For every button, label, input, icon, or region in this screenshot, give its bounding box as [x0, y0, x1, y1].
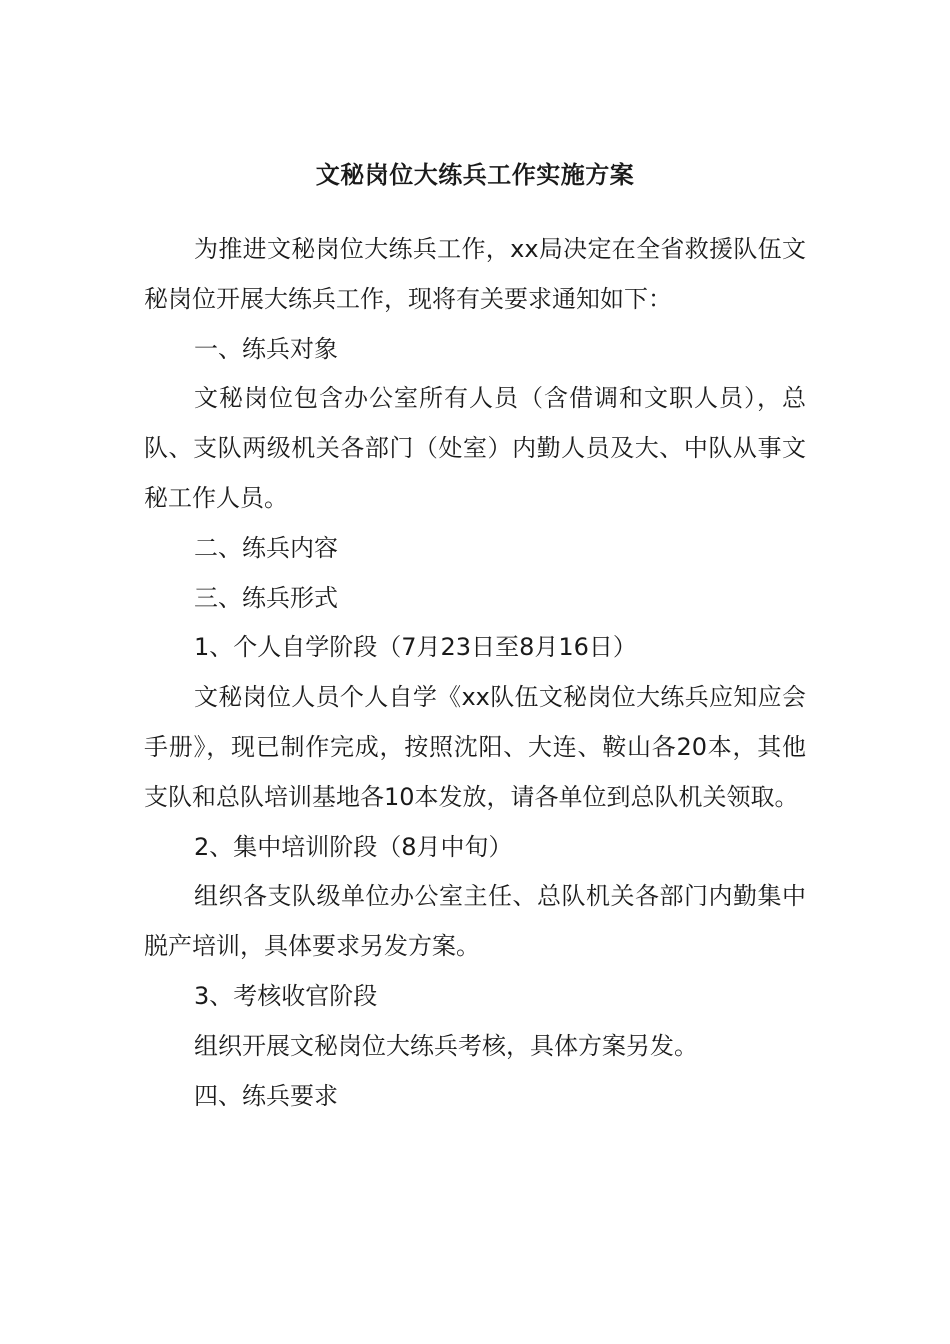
document-title: 文秘岗位大练兵工作实施方案	[315, 161, 635, 189]
body-paragraph: 文秘岗位包含办公室所有人员（含借调和文职人员），总队、支队两级机关各部门（处室）内勤人员及大、中队从事文秘工作人员。	[144, 384, 806, 512]
subsection-heading-1: 1、个人自学阶段（7月23日至8月16日）	[194, 633, 637, 662]
subsection-heading-2: 2、集中培训阶段（8月中旬）	[194, 832, 513, 861]
section-heading-1: 一、练兵对象	[194, 334, 338, 363]
intro-paragraph: 为推进文秘岗位大练兵工作，xx局决定在全省救援队伍文秘岗位开展大练兵工作，现将有关要求通知如下：	[144, 235, 806, 313]
body-paragraph: 组织开展文秘岗位大练兵考核，具体方案另发。	[194, 1031, 698, 1060]
section-heading-2: 二、练兵内容	[194, 533, 338, 562]
subsection-heading-3: 3、考核收官阶段	[194, 981, 378, 1010]
document-body	[144, 225, 806, 1121]
section-heading-4: 四、练兵要求	[194, 1081, 338, 1110]
body-paragraph: 文秘岗位人员个人自学《xx队伍文秘岗位大练兵应知应会手册》，现已制作完成，按照沈阳、大连、鞍山各20本，其他支队和总队培训基地各10本发放，请各单位到总队机关领取。	[144, 683, 806, 811]
body-paragraph: 组织各支队级单位办公室主任、总队机关各部门内勤集中脱产培训，具体要求另发方案。	[144, 882, 806, 961]
section-heading-3: 三、练兵形式	[194, 583, 338, 612]
